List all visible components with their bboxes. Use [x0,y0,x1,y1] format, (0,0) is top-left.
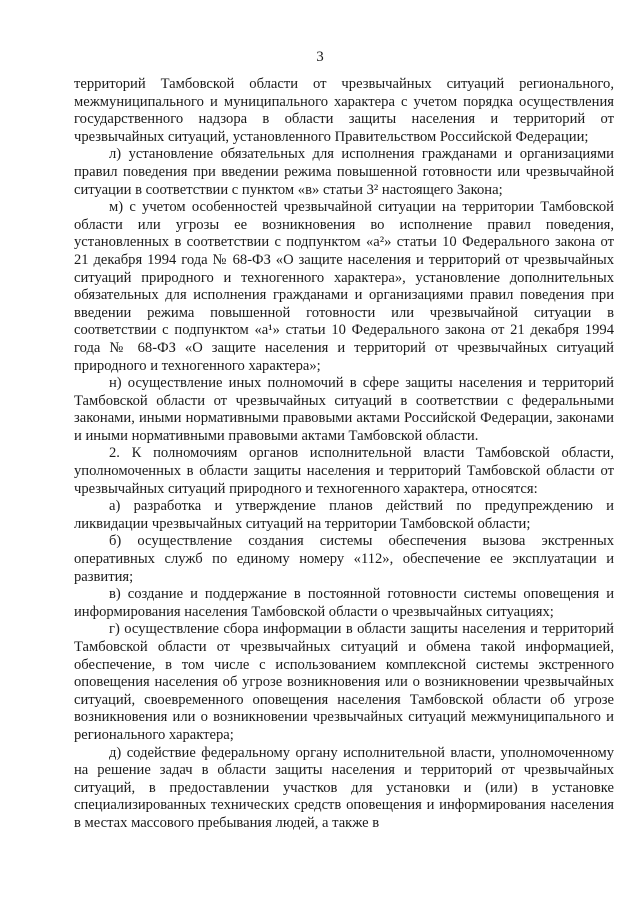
paragraph-item-b: б) осуществление создания системы обеспечения вызова экстренных оперативных служб по единому номеру «112», обеспечение ее эксплуатации и развития; [74,533,614,585]
paragraph-item-d: д) содействие федеральному органу исполнительной власти, уполномоченному на решение задач в области защиты населения и территорий от чрезвычайных ситуаций, в предоставлении участков для установки и (или) в установке специализированных технических средств оповещения и информирования населения в местах массового пребывания людей, а также в [74,744,614,831]
document-body [74,76,614,833]
paragraph-item-g: г) осуществление сбора информации в области защиты населения и территорий Тамбовской области от чрезвычайных ситуаций и обмена такой информацией, обеспечение, в том числе с использованием комплексной системы экстренного оповещения населения об угрозе возникновения или о возникновении чрезвычайных ситуаций, своевременного оповещения населения Тамбовской области об угрозе возникновения или о возникновении чрезвычайных ситуаций межмуниципального и регионального характера; [74,621,614,743]
paragraph-continuation: территорий Тамбовской области от чрезвычайных ситуаций регионального, межмуниципального и муниципального характера с учетом порядка осуществления государственного надзора в области защиты населения и территорий от чрезвычайных ситуаций, установленного Правительством Российской Федерации; [74,76,614,145]
paragraph-item-v: в) создание и поддержание в постоянной готовности системы оповещения и информирования населения Тамбовской области о чрезвычайных ситуациях; [74,586,614,620]
paragraph-item-l: л) установление обязательных для исполнения гражданами и организациями правил поведения при введении режима повышенной готовности или чрезвычайной ситуации в соответствии с пунктом «в» статьи 3² настоящего Закона; [74,146,614,198]
paragraph-section-2: 2. К полномочиям органов исполнительной власти Тамбовской области, уполномоченных в области защиты населения и территорий Тамбовской области от чрезвычайных ситуаций природного и техногенного характера, относятся: [74,445,614,497]
paragraph-item-n: н) осуществление иных полномочий в сфере защиты населения и территорий Тамбовской области от чрезвычайных ситуаций в соответствии с федеральными законами, иными нормативными правовыми актами Российской Федерации, законами и иными нормативными правовыми актами Тамбовской области. [74,375,614,444]
page-number: 3 [316,49,324,65]
paragraph-item-a: а) разработка и утверждение планов действий по предупреждению и ликвидации чрезвычайных ситуаций на территории Тамбовской области; [74,498,614,532]
paragraph-item-m: м) с учетом особенностей чрезвычайной ситуации на территории Тамбовской области или угрозы ее возникновения во исполнение правил поведения, установленных в соответствии с подпунктом «а²» статьи 10 Федерального закона от 21 декабря 1994 года № 68-ФЗ «О защите населения и территорий от чрезвычайных ситуаций природного и техногенного характера», установление дополнительных обязательных для исполнения гражданами и организациями правил поведения при введении режима повышенной готовности или чрезвычайной ситуации в соответствии с подпунктом «а¹» статьи 10 Федерального закона от 21 декабря 1994 года № 68-ФЗ «О защите населения и территорий от чрезвычайных ситуаций природного и техногенного характера»; [74,199,614,374]
